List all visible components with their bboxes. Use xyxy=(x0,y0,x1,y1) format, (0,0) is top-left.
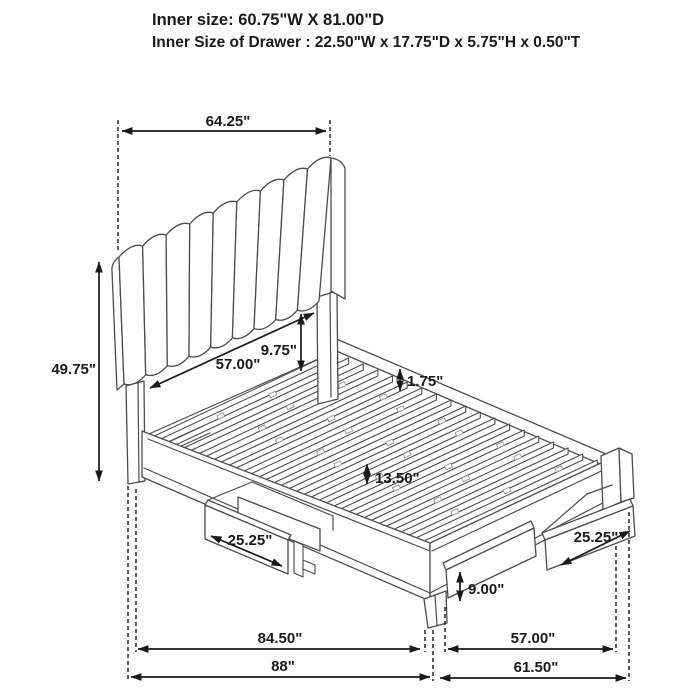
label-overall-width: 61.50" xyxy=(513,659,559,676)
drawer-glide-bracket xyxy=(294,541,303,577)
label-headboard-width: 64.25" xyxy=(205,113,251,130)
label-side-drawer-width: 25.25" xyxy=(227,532,273,549)
foot-corner-post xyxy=(601,448,621,510)
label-headboard-inner-width: 57.00" xyxy=(215,356,261,373)
label-rail-height: 13.50" xyxy=(375,470,420,487)
headboard-right-side xyxy=(331,158,345,299)
headboard-channel-panel xyxy=(166,223,190,366)
headboard-far-leg xyxy=(317,291,338,404)
headboard xyxy=(119,157,331,384)
foot-corner-post-side xyxy=(619,448,634,502)
drawer-inner-size-text: Inner Size of Drawer : 22.50"W x 17.75"D x 5.75"H x 0.50"T xyxy=(152,34,581,51)
label-slat-thickness: 1.75" xyxy=(407,373,444,390)
label-foot-drawer-width: 25.25" xyxy=(573,529,619,546)
headboard-channel-panel xyxy=(119,245,146,384)
label-foot-width: 57.00" xyxy=(510,630,556,647)
label-drawer-height: 9.00" xyxy=(468,581,505,598)
headboard-channel-panel xyxy=(189,212,213,357)
inner-size-text: Inner size: 60.75"W X 81.00"D xyxy=(152,11,385,29)
label-headboard-height: 49.75" xyxy=(51,361,96,378)
label-headboard-gap: 9.75" xyxy=(260,342,297,359)
label-base-length: 84.50" xyxy=(257,630,303,647)
headboard-channel-panel xyxy=(143,234,168,375)
label-overall-length: 88" xyxy=(271,658,295,675)
drawer-glide-foot xyxy=(303,560,315,574)
